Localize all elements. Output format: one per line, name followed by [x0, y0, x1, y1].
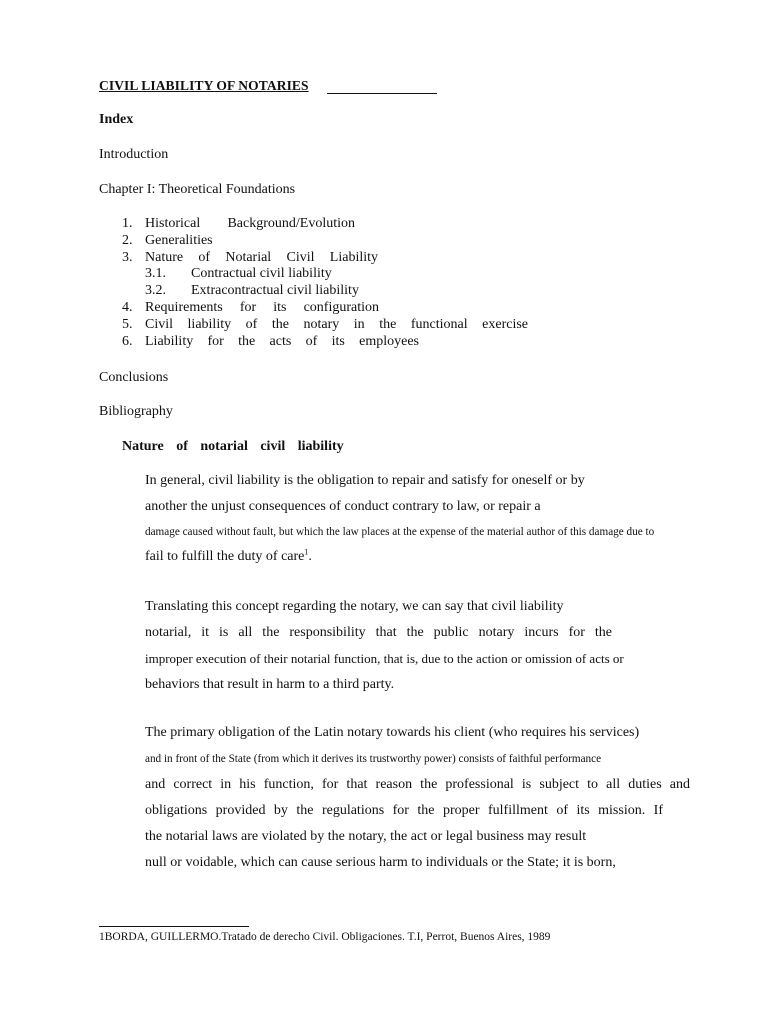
paragraph-line: damage caused without fault, but which the law places at the expense of the material author of this damage due to — [145, 526, 655, 538]
paragraph-line — [145, 549, 705, 575]
toc-subtext: Contractual civil liability — [191, 266, 332, 282]
paragraph-line: null or voidable, which can cause serious harm to individuals or the State; it is born, — [145, 855, 616, 870]
paragraph-end: . — [308, 549, 312, 564]
paragraph-line: The primary obligation of the Latin notary towards his client (who requires his services) — [145, 725, 640, 740]
toc-text: Liability for the acts of its employees — [145, 333, 419, 349]
paragraph-text: fail to fulfill the duty of care — [145, 549, 305, 564]
paragraph-line: obligations provided by the regulations for the proper fulfillment of its mission. If — [145, 803, 663, 818]
footnote-separator — [99, 926, 249, 927]
toc-bibliography: Bibliography — [99, 404, 173, 419]
paragraph-line: improper execution of their notarial function, that is, due to the action or omission of acts or — [145, 651, 624, 666]
toc-item — [122, 216, 355, 233]
toc-number: 1. — [122, 216, 133, 231]
toc-text: Requirements for its configuration — [145, 299, 379, 315]
paragraph-line: Translating this concept regarding the notary, we can say that civil liability — [145, 599, 564, 614]
paragraph — [145, 599, 705, 703]
toc-number: 5. — [122, 316, 133, 332]
footnote: 1BORDA, GUILLERMO.Tratado de derecho Civil. Obligaciones. T.I, Perrot, Buenos Aires, 1989 — [99, 931, 551, 943]
toc-text: Civil liability of the notary in the functional exercise — [145, 316, 528, 332]
toc-chapter: Chapter I: Theoretical Foundations — [99, 182, 296, 197]
toc-number: 3. — [122, 249, 133, 265]
toc-subitem — [122, 283, 542, 300]
toc-item — [122, 250, 378, 267]
toc-conclusions: Conclusions — [99, 370, 169, 385]
toc-item — [122, 300, 379, 317]
paragraph-line: notarial, it is all the responsibility that the public notary incurs for the — [145, 625, 612, 640]
section-heading: Nature of notarial civil liability — [122, 439, 344, 454]
paragraph-line: the notarial laws are violated by the notary, the act or legal business may result — [145, 829, 587, 844]
index-heading: Index — [99, 112, 134, 127]
paragraph — [145, 725, 705, 881]
toc-item — [122, 334, 419, 351]
toc-number: 2. — [122, 232, 133, 248]
document-title: CIVIL LIABILITY OF NOTARIES — [99, 78, 309, 93]
toc-number: 4. — [122, 299, 133, 315]
toc-subnumber: 3.1. — [145, 266, 166, 282]
paragraph-line: behaviors that result in harm to a third party. — [145, 677, 395, 692]
toc-text: Nature of Notarial Civil Liability — [145, 249, 378, 265]
toc-subitem — [122, 266, 542, 283]
paragraph-line: another the unjust consequences of conduct contrary to law, or repair a — [145, 499, 541, 514]
toc-number: 6. — [122, 333, 133, 349]
footnote-ref: 1 — [304, 547, 309, 557]
table-of-contents — [122, 216, 542, 350]
paragraph-line: and correct in his function, for that reason the professional is subject to all duties and — [145, 777, 690, 792]
toc-text: Generalities — [145, 232, 213, 248]
title-underline — [327, 93, 437, 94]
toc-introduction: Introduction — [99, 147, 169, 162]
toc-item — [122, 317, 528, 334]
toc-text: Historical Background/Evolution — [145, 216, 355, 231]
paragraph — [145, 473, 705, 575]
toc-subtext: Extracontractual civil liability — [191, 283, 359, 299]
paragraph-line: and in front of the State (from which it derives its trustworthy power) consists of faithful performance — [145, 753, 602, 765]
toc-item — [122, 233, 542, 250]
paragraph-line: In general, civil liability is the obligation to repair and satisfy for oneself or by — [145, 473, 585, 488]
toc-subnumber: 3.2. — [145, 283, 166, 299]
